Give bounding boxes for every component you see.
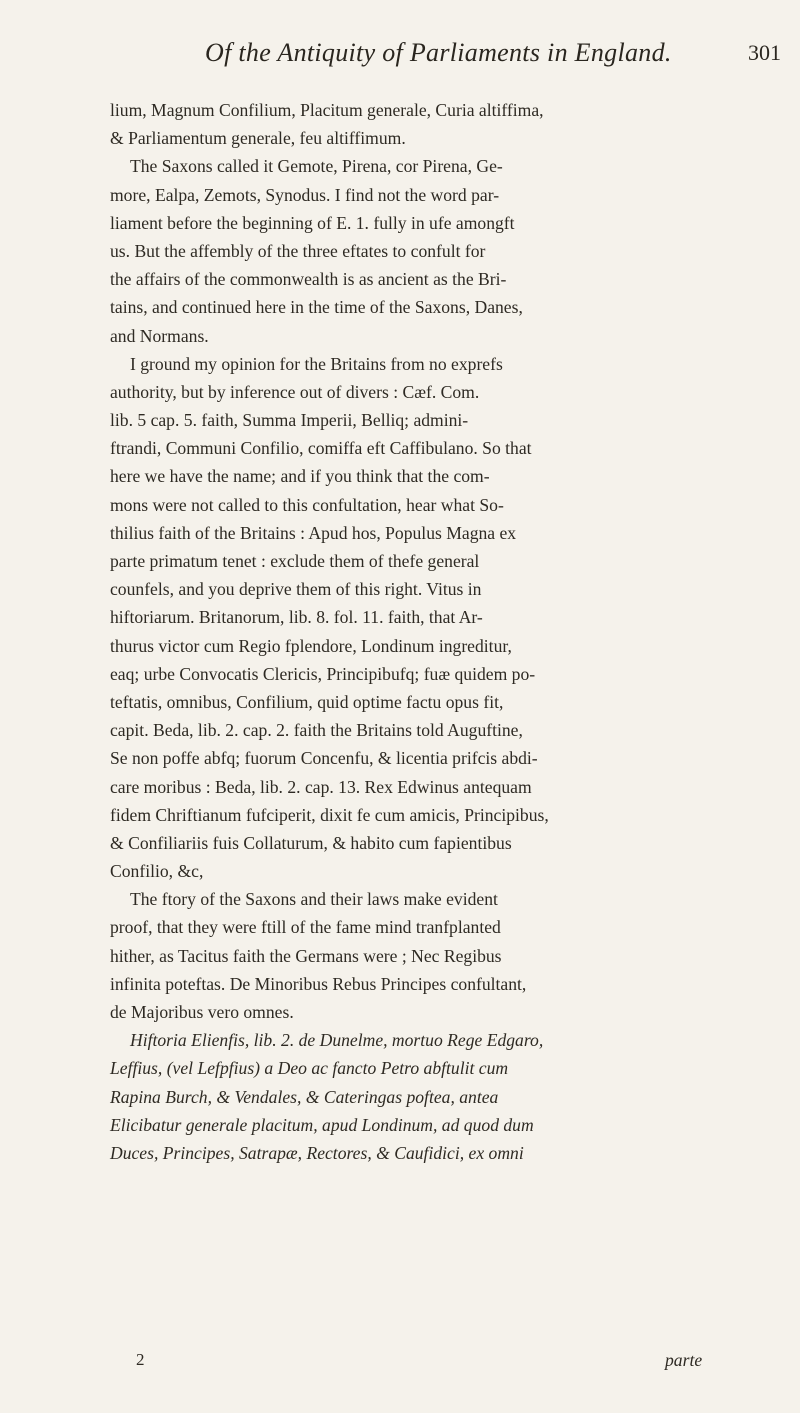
text-line: thilius faith of the Britains : Apud hos, Populus Magna ex — [110, 522, 517, 543]
text-line: the affairs of the commonwealth is as ancient as the Bri- — [110, 269, 507, 290]
text-line: proof, that they were ftill of the fame mind tranfplanted — [110, 917, 501, 938]
text-line: lium, Magnum Confilium, Placitum generale, Curia altiffima, — [110, 100, 544, 120]
text-line: & Confiliariis fuis Collaturum, & habito cum fapientibus — [110, 832, 512, 853]
body-text — [110, 96, 765, 1167]
text-line: infinita poteftas. De Minoribus Rebus Principes confultant, — [110, 973, 527, 994]
text-line: de Majoribus vero omnes. — [110, 1002, 294, 1022]
text-line: authority, but by inference out of divers : Cæf. Com. — [110, 381, 480, 402]
text-line: fidem Chriftianum fufciperit, dixit fe cum amicis, Principibus, — [110, 804, 549, 825]
text-line: thurus victor cum Regio fplendore, Londinum ingreditur, — [110, 635, 512, 656]
text-line: Se non poffe abfq; fuorum Concenfu, & licentia prifcis abdi- — [110, 748, 538, 769]
text-line: hither, as Tacitus faith the Germans were ; Nec Regibus — [110, 945, 502, 966]
text-line: Confilio, &c, — [110, 861, 204, 882]
text-line: lib. 5 cap. 5. faith, Summa Imperii, Belliq; admini- — [110, 410, 469, 431]
text-line: care moribus : Beda, lib. 2. cap. 13. Rex Edwinus antequam — [110, 776, 532, 797]
page-header — [0, 38, 800, 78]
text-line: Leffius, (vel Lefpfius) a Deo ac fancto Petro abftulit cum — [110, 1058, 509, 1079]
text-line: ftrandi, Communi Confilio, comiffa eft Caffibulano. So that — [110, 438, 532, 459]
text-line: and Normans. — [110, 325, 209, 346]
text-line: Duces, Principes, Satrapæ, Rectores, & Caufidici, ex omni — [110, 1142, 524, 1163]
text-line: Hiftoria Elienfis, lib. 2. de Dunelme, mortuo Rege Edgaro, — [130, 1030, 544, 1051]
page-footer — [0, 1350, 800, 1380]
text-line: more, Ealpa, Zemots, Synodus. I find not the word par- — [110, 184, 500, 205]
text-line: & Parliamentum generale, feu altiffimum. — [110, 128, 406, 149]
text-line: I ground my opinion for the Britains from no exprefs — [130, 353, 503, 374]
text-line: here we have the name; and if you think that the com- — [110, 466, 490, 487]
text-line: counfels, and you deprive them of this right. Vitus in — [110, 579, 482, 600]
text-line: capit. Beda, lib. 2. cap. 2. faith the Britains told Auguftine, — [110, 720, 523, 741]
text-line: eaq; urbe Convocatis Clericis, Principibufq; fuæ quidem po- — [110, 663, 536, 684]
text-line: The ftory of the Saxons and their laws make evident — [130, 889, 498, 910]
catchword: parte — [665, 1350, 703, 1370]
text-line: Elicibatur generale placitum, apud Londinum, ad quod dum — [110, 1114, 534, 1135]
text-line: hiftoriarum. Britanorum, lib. 8. fol. 11. faith, that Ar- — [110, 607, 483, 628]
signature-mark: 2 — [136, 1350, 145, 1369]
text-line: liament before the beginning of E. 1. fully in ufe amongft — [110, 212, 515, 233]
text-line: Rapina Burch, & Vendales, & Cateringas poftea, antea — [110, 1086, 499, 1107]
text-line: The Saxons called it Gemote, Pirena, cor Pirena, Ge- — [130, 156, 503, 177]
text-line: us. But the affembly of the three eftates to confult for — [110, 240, 486, 261]
text-line: parte primatum tenet : exclude them of thefe general — [110, 551, 480, 571]
page-number: 301 — [748, 40, 781, 65]
text-line: tains, and continued here in the time of the Saxons, Danes, — [110, 297, 523, 318]
running-head: Of the Antiquity of Parliaments in England. — [205, 38, 672, 67]
text-line: mons were not called to this confultation, hear what So- — [110, 494, 504, 515]
text-line: teftatis, omnibus, Confilium, quid optime factu opus fit, — [110, 691, 504, 712]
